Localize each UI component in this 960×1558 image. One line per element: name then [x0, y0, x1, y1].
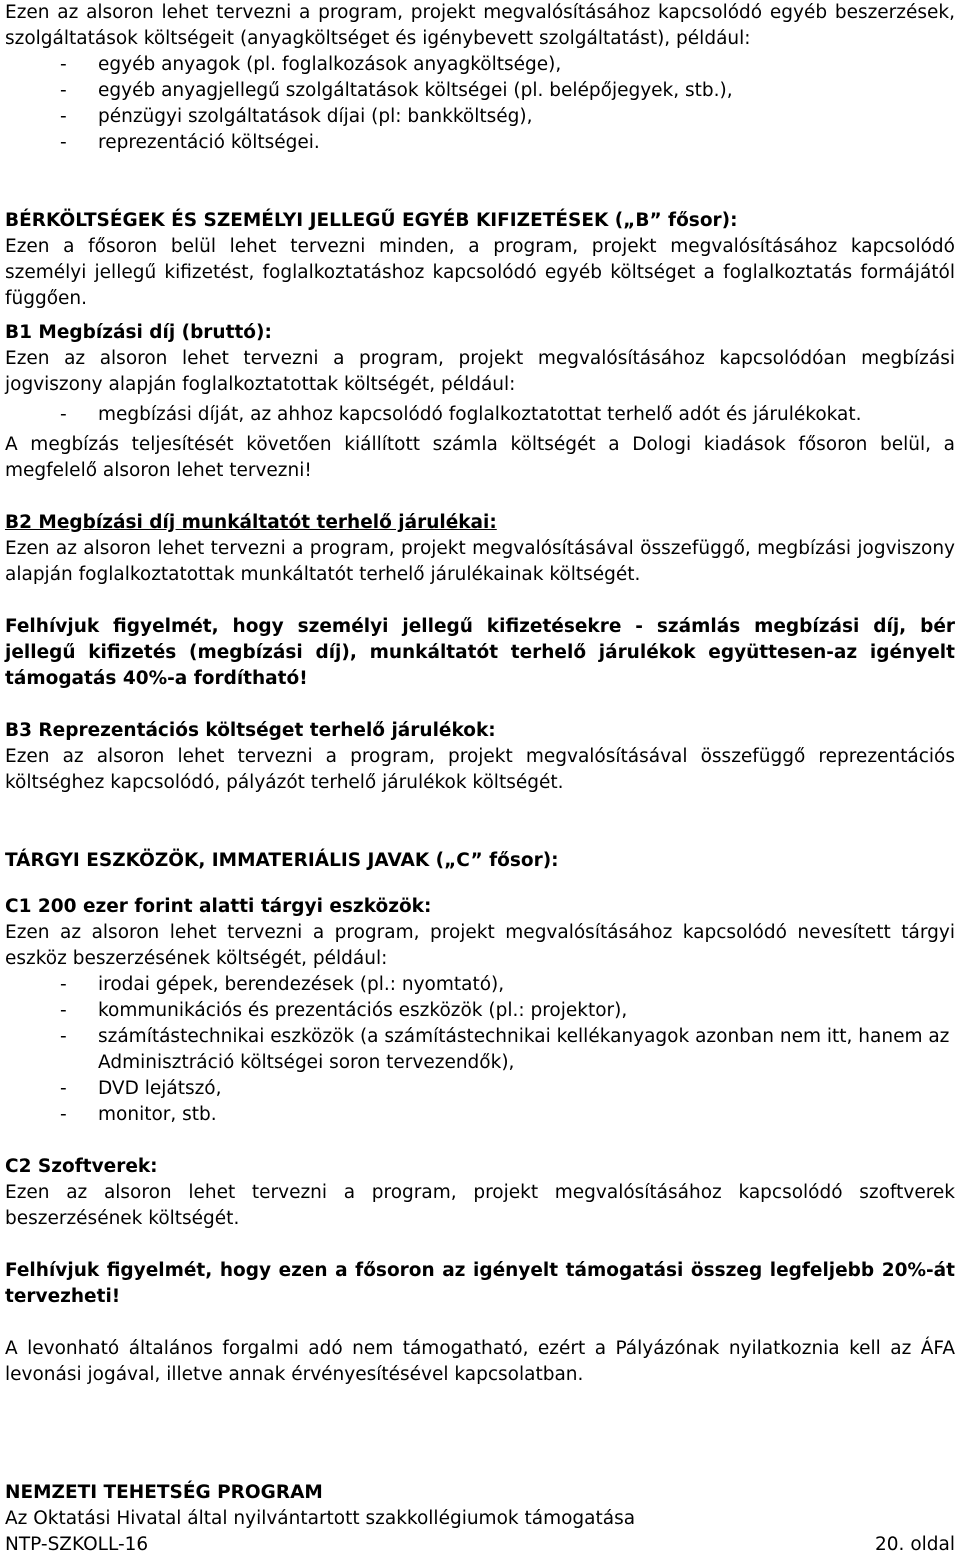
- list-item: - pénzügyi szolgáltatások díjai (pl: bankköltség),: [60, 106, 533, 127]
- vat-note: A levonható általános forgalmi adó nem támogatható, ezért a Pályázónak nyilatkoznia kell az ÁFA levonási jogával, illetve annak érvényesítésével kapcsolatban.: [5, 1338, 955, 1385]
- list-item: - egyéb anyagjellegű szolgáltatások költségei (pl. belépőjegyek, stb.),: [60, 80, 733, 101]
- section-c-heading: TÁRGYI ESZKÖZÖK, IMMATERIÁLIS JAVAK („C” fősor):: [5, 850, 559, 871]
- b3-text: Ezen az alsoron lehet tervezni a program, projekt megvalósításával összefüggő reprezentációs költséghez kapcsolódó, pályázót terhelő járulékok költségét.: [5, 746, 955, 793]
- list-item: - reprezentáció költségei.: [60, 132, 320, 153]
- list-item: - irodai gépek, berendezések (pl.: nyomtató),: [60, 974, 505, 995]
- c2-heading: C2 Szoftverek:: [5, 1156, 158, 1177]
- page-footer: [5, 1480, 955, 1558]
- b2-heading: B2 Megbízási díj munkáltatót terhelő járulékai:: [5, 512, 497, 533]
- b1-heading: B1 Megbízási díj (bruttó):: [5, 322, 272, 343]
- section-b-text: Ezen a fősoron belül lehet tervezni minden, a program, projekt megvalósításához kapcsolódó személyi jellegű kifizetést, foglalkoztatáshoz kapcsolódó egyéb költséget a foglalkoztatás formájától függően.: [5, 236, 955, 309]
- b1-list: [5, 402, 955, 428]
- document-page: [5, 0, 955, 1388]
- warning-c: Felhívjuk figyelmét, hogy ezen a fősoron az igényelt támogatási összeg legfeljebb 20%-át tervezheti!: [5, 1260, 955, 1307]
- c1-text: Ezen az alsoron lehet tervezni a program, projekt megvalósításához kapcsolódó nevesített tárgyi eszköz beszerzésének költségét, például:: [5, 922, 955, 969]
- footer-program: NEMZETI TEHETSÉG PROGRAM: [5, 1482, 323, 1503]
- c1-heading: C1 200 ezer forint alatti tárgyi eszközök:: [5, 896, 432, 917]
- c1-list: [5, 972, 955, 1128]
- b2-text: Ezen az alsoron lehet tervezni a program, projekt megvalósításával összefüggő, megbízási jogviszony alapján foglalkoztatottak munkáltatót terhelő járulékainak költségét.: [5, 538, 955, 585]
- list-item: - kommunikációs és prezentációs eszközök (pl.: projektor),: [60, 1000, 628, 1021]
- list-item: - DVD lejátszó,: [60, 1078, 222, 1099]
- warning-b: Felhívjuk figyelmét, hogy személyi jellegű kifizetésekre - számlás megbízási díj, bér jellegű kifizetés (megbízási díj), munkáltatót terhelő járulékok együttesen-az igényelt támogatás 40%-a fordítható!: [5, 616, 955, 689]
- list-item: - egyéb anyagok (pl. foglalkozások anyagköltsége),: [60, 54, 562, 75]
- c2-text: Ezen az alsoron lehet tervezni a program, projekt megvalósításához kapcsolódó szoftverek beszerzésének költségét.: [5, 1182, 955, 1229]
- footer-subtitle: Az Oktatási Hivatal által nyilvántartott szakkollégiumok támogatása: [5, 1508, 636, 1529]
- intro-list: [5, 52, 955, 156]
- intro-paragraph: Ezen az alsoron lehet tervezni a program, projekt megvalósításához kapcsolódó egyéb beszerzések, szolgáltatások költségeit (anyagköltséget és igénybevett szolgáltatást), például:: [5, 2, 955, 49]
- b1-text: Ezen az alsoron lehet tervezni a program, projekt megvalósításához kapcsolódóan megbízási jogviszony alapján foglalkoztatottak költségét, például:: [5, 348, 955, 395]
- list-item: - számítástechnikai eszközök (a számítástechnikai kellékanyagok azonban nem itt, hanem az Adminisztráció költségei soron tervezendők),: [60, 1026, 950, 1073]
- section-b-heading: BÉRKÖLTSÉGEK ÉS SZEMÉLYI JELLEGŰ EGYÉB KIFIZETÉSEK („B” fősor):: [5, 210, 738, 231]
- footer-code: NTP-SZKOLL-16: [5, 1534, 149, 1555]
- page-number: 20. oldal: [875, 1534, 955, 1555]
- list-item: - monitor, stb.: [60, 1104, 217, 1125]
- list-item: - megbízási díját, az ahhoz kapcsolódó foglalkoztatottat terhelő adót és járulékokat.: [60, 404, 862, 425]
- b3-heading: B3 Reprezentációs költséget terhelő járulékok:: [5, 720, 496, 741]
- b1-note: A megbízás teljesítését követően kiállított számla költségét a Dologi kiadások fősoron belül, a megfelelő alsoron lehet tervezni!: [5, 434, 955, 481]
